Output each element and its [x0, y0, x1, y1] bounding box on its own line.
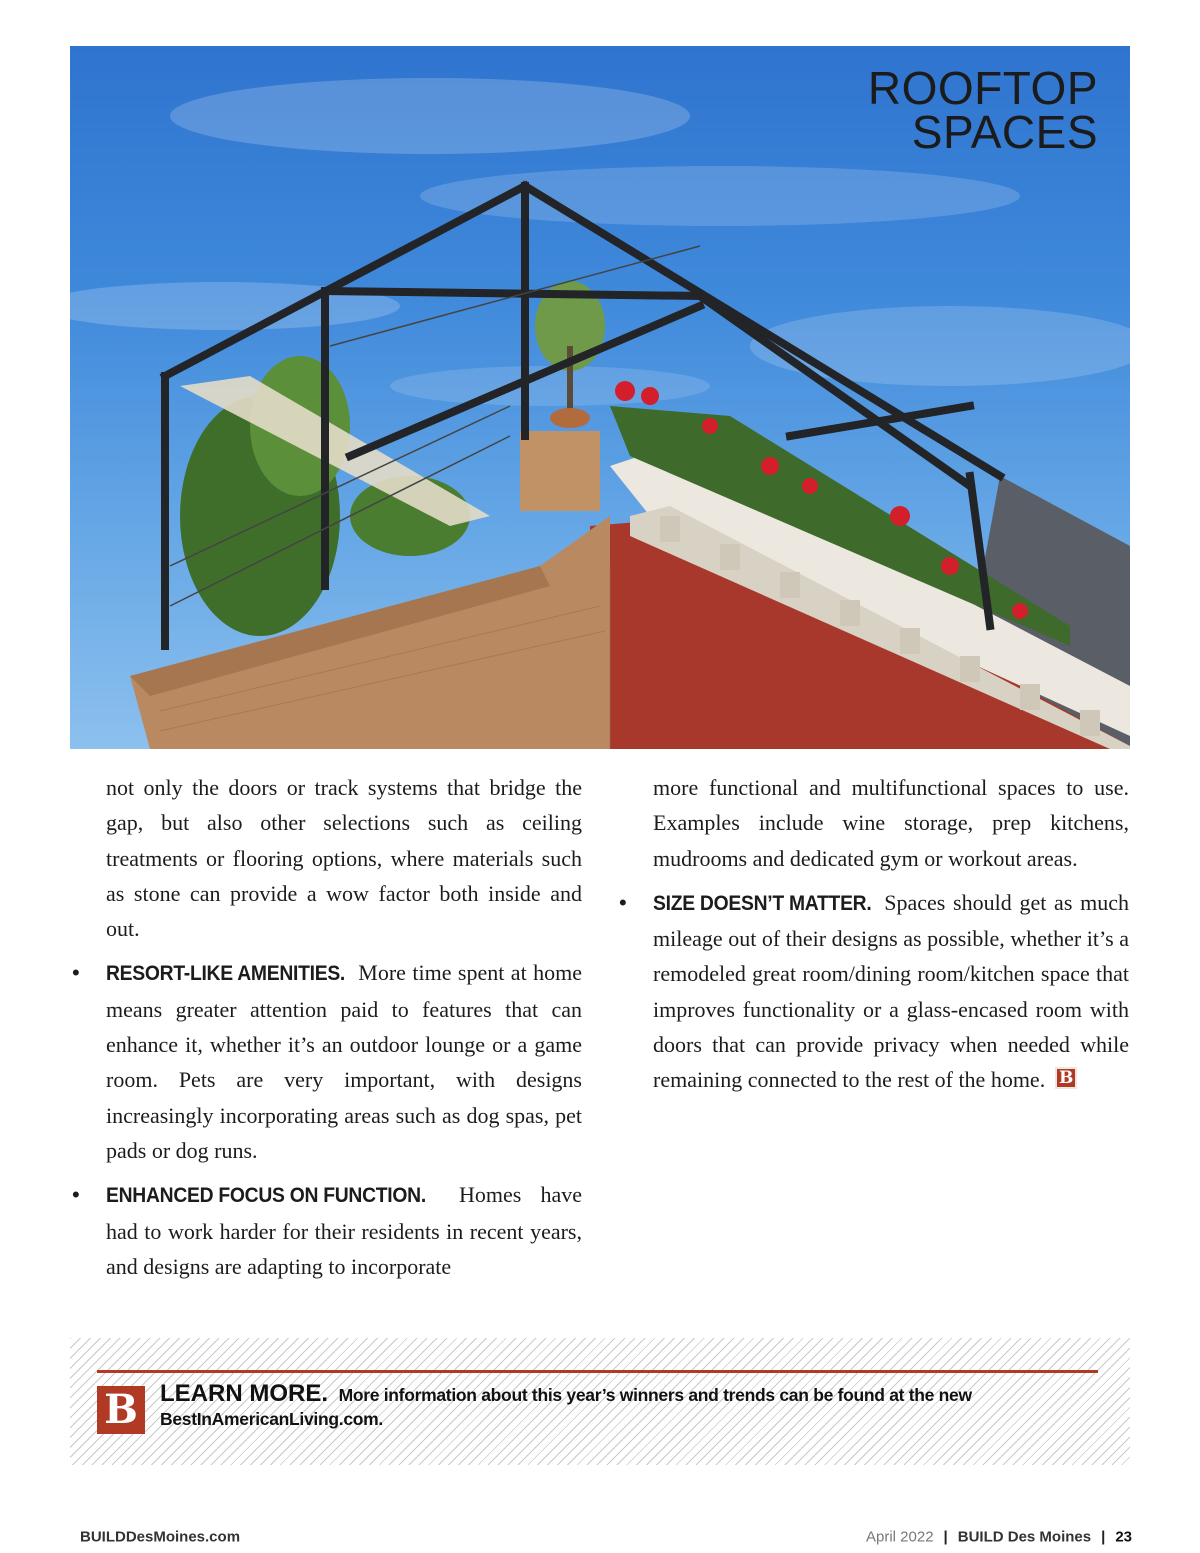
left-column — [70, 770, 582, 1284]
section-title-line2: SPACES — [911, 106, 1098, 158]
bullet-size-doesnt-matter — [617, 885, 1129, 1098]
bullet-dot: • — [72, 1182, 80, 1208]
bullet-body: Homes have had to work harder for their residents in recent years, and designs are adapting to incorporate — [106, 1182, 582, 1279]
page-number: 23 — [1115, 1528, 1132, 1546]
bullet-lead: SIZE DOESN’T MATTER. — [653, 891, 872, 915]
bullet-dot: • — [72, 960, 80, 986]
right-continuation-paragraph: more functional and multifunctional spaces to use. Examples include wine storage, prep kitchens, mudrooms and dedicated gym or workout areas. — [653, 775, 1129, 871]
footer-date: April 2022 — [866, 1528, 934, 1546]
section-title — [867, 62, 1098, 158]
footer-separator: | — [1101, 1528, 1106, 1546]
footer-site-url[interactable]: BUILDDesMoines.com — [80, 1528, 241, 1546]
learn-more-box — [70, 1338, 1130, 1465]
footer-separator: | — [943, 1528, 948, 1546]
footer-info — [866, 1529, 1132, 1546]
hero-photo — [70, 46, 1130, 749]
bullet-lead: RESORT-LIKE AMENITIES. — [106, 962, 346, 986]
learn-more-body: More information about this year’s winners and trends can be found at the new BestInAmericanLiving.com. — [160, 1385, 972, 1429]
bullet-enhanced-focus — [70, 1177, 582, 1284]
bullet-lead: ENHANCED FOCUS ON FUNCTION. — [106, 1184, 426, 1208]
right-column — [617, 770, 1129, 1098]
section-title-line1: ROOFTOP — [867, 62, 1098, 114]
footer-magazine: BUILD Des Moines — [957, 1528, 1092, 1546]
build-logo-icon: B — [97, 1386, 145, 1434]
bullet-body: More time spent at home means greater attention paid to features that can enhance it, whether it’s an outdoor lounge or a game room. Pets are very important, with designs increasingly incorporating areas such as dog spas, pet pads or dog runs. — [106, 960, 582, 1163]
bullet-resort-amenities — [70, 955, 582, 1168]
bullet-dot: • — [619, 889, 627, 915]
learn-more-text — [160, 1382, 1100, 1431]
left-continuation-paragraph: not only the doors or track systems that bridge the gap, but also other selections such as ceiling treatments or flooring options, where materials such as stone can provide a wow factor both inside and out. — [106, 775, 582, 942]
learn-more-rule — [97, 1370, 1098, 1373]
bullet-body: Spaces should get as much mileage out of their designs as possible, whether it’s a remodeled great room/dining room/kitchen space that improves functionality or a glass-encased room with doors that can provide privacy when needed while remaining connected to the rest of the home. — [653, 889, 1129, 1093]
end-of-article-mark: B — [1055, 1067, 1077, 1089]
learn-more-heading: LEARN MORE. — [160, 1380, 328, 1407]
